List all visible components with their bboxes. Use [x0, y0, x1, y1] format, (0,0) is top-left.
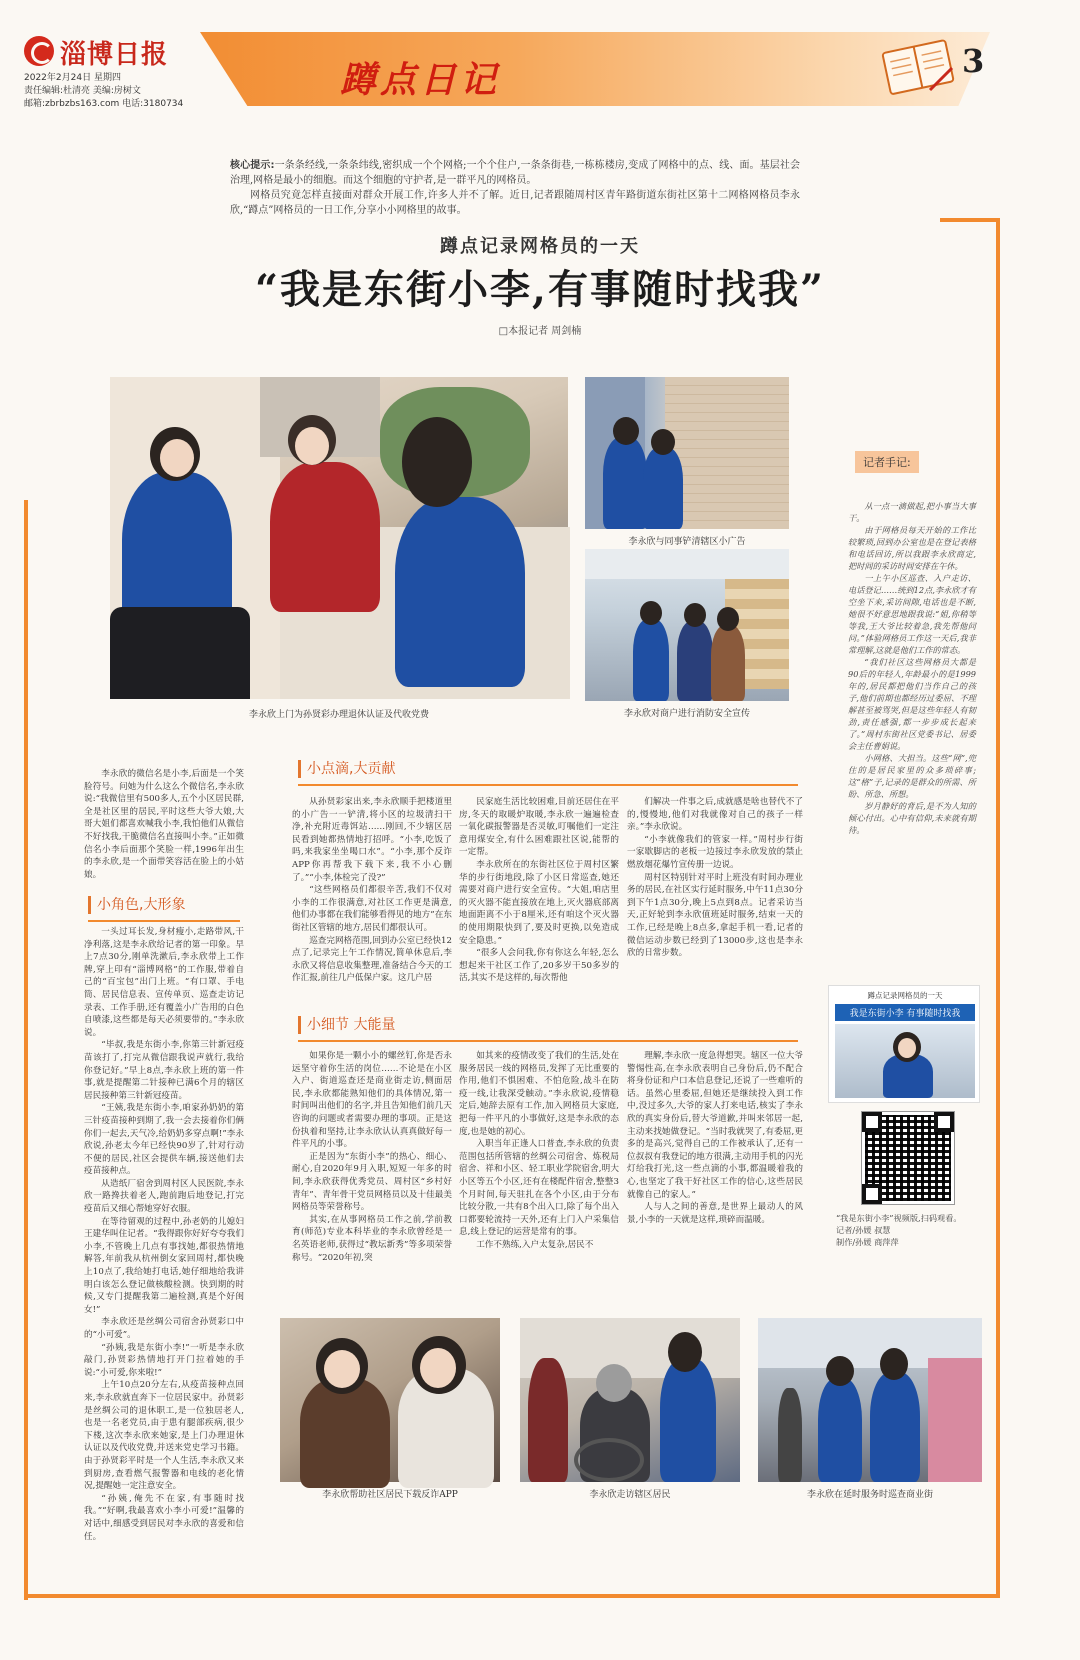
section-underline — [298, 1040, 798, 1042]
photo-caption: 李永欣走访辖区居民 — [589, 1490, 671, 1500]
video-title: 我是东街小李 有事随时找我 — [835, 1004, 975, 1021]
photo-caption: 李永欣上门为孙贤彩办理退休认证及代收党费 — [248, 710, 429, 720]
paragraph: “很多人会问我,你有你这么年轻,怎么想起来干社区工作了,20多岁干50多岁的活,其实不是这样的,每次帮他 — [459, 948, 619, 984]
masthead-meta — [24, 72, 183, 111]
qr-finder-icon — [862, 1184, 882, 1204]
paragraph: 由于网格员每天开始的工作比较繁琐,回到办公室也是在登记表格和电话回访,所以我跟李永欣商定,把时间的采访时间安排在午休。 — [848, 525, 976, 571]
reporter-notes-tag: 记者手记: — [855, 451, 919, 473]
frame-line — [940, 218, 1000, 222]
photo-caption: 李永欣帮助社区居民下载反诈APP — [322, 1490, 458, 1500]
frame-line — [24, 500, 28, 1600]
article-column-7 — [627, 1050, 803, 1308]
video-thumbnail[interactable] — [828, 985, 980, 1103]
section-underline — [88, 920, 240, 922]
photo-caption: 李永欣与同事铲清辖区小广告 — [628, 537, 746, 547]
paragraph: 如果你是一颗小小的螺丝钉,你是否永远坚守着你生活的岗位……不论是在小区入户、街道巡查还是商业街走访,侧面居民,李永欣都能熟知他们的具体情况,第一时间叫出他们的名字,并且告知他们前几天咨询的问题或者需要办理的事项。正是这份执着和坚持,让李永欣认认真真做好每一件平凡的小事。 — [292, 1051, 452, 1150]
paragraph: “这些网格员们都很辛苦,我们不仅对小李的工作很满意,对社区工作更是满意,他们办事都在我们能够看得见的地方”在东街社区管辖的地方,居民们都很认可。 — [292, 885, 452, 933]
article-column-4 — [627, 796, 803, 986]
photo-wall-cleaning — [585, 377, 789, 529]
section-title: 蹲点日记 — [340, 60, 501, 101]
paragraph: 一上午小区巡查、入户走访、电话登记……统到12点,李永欣才有空坐下来,采访间隙,电话也是不断,她很不好意思地跟我说:“姐,你稍等等我,王大爷比较着急,我先帮他问问。”体验网格员工作这一天后,我非常理解,这就是他们工作的常态。 — [848, 573, 976, 655]
contact: 邮箱:zbrbzbs163.com 电话:3180734 — [24, 99, 184, 109]
paragraph: 上午10点20分左右,从疫苗接种点回来,李永欣就直奔下一位居民家中。孙贤彩是丝绸公司的退休职工,是一位独居老人,也是一名老党员,由于患有腿部疾病,很少下楼,这次李永欣来她家,是上门办理退休认证以及代收党费,并送来党史学习书籍。由于孙贤彩平时是一个人生活,李永欣又来到厨房,查看燃气报警器和电线的老化情况,提醒她一定注意安全。 — [84, 1380, 244, 1492]
paragraph: “王姨,我是东街小李,咱家孙奶奶的第三针疫苗接种到期了,我一会去接着你们俩你们一起去,天气冷,给奶奶多穿点啊!”李永欣说,孙老太今年已经快90岁了,针对行动不便的居民,社区会提供车辆,接送他们去疫苗接种点。 — [84, 1103, 244, 1177]
paragraph: “孙姨,我是东街小李!”一听是李永欣敲门,孙贤彩热情地打开门拉着她的手说:“小可爱,你来啦!” — [84, 1342, 244, 1378]
section-heading-3: 小细节 大能量 — [298, 1016, 395, 1034]
photo-antifraud-app — [280, 1318, 500, 1482]
reporter-notes — [848, 500, 976, 836]
photo-street-patrol — [758, 1318, 982, 1482]
paragraph: 岁月静好的背后,是不为人知的倾心付出。心中有信仰,未来就有期待。 — [848, 801, 976, 835]
logo-emblem-icon — [24, 36, 54, 66]
video-credit: 记者/孙媛 叔慧 — [836, 1225, 891, 1235]
core-note — [230, 158, 800, 218]
article-column-5 — [292, 1050, 452, 1308]
core-note-label: 核心提示: — [230, 160, 275, 171]
paragraph: 从造纸厂宿舍到周村区人民医院,李永欣一路搀扶着老人,跑前跑后地登记,打完疫苗后又细心帮她穿好衣服。 — [84, 1178, 244, 1215]
paragraph: 从孙贤彩家出来,李永欣顺手把楼道里的小广告一一铲清,将小区的垃圾清扫干净,补充附近毒饵站……刚回,不少辖区居民看到她都热情地打招呼。“小李,吃饭了吗,来我家坐坐喝口水”。“小李,那个反诈APP你再帮我下载下来,我不小心删了。”“小李,体检完了没?” — [292, 797, 452, 883]
paragraph: 其实,在从事网格员工作之前,学前教育(师范)专业本科毕业的李永欣曾经是一名英语老师,获得过“教坛新秀”等多项荣誉称号。“2020年初,突 — [292, 1214, 452, 1263]
paragraph: 工作不熟练,入户太复杂,居民不 — [476, 1239, 594, 1250]
paragraph: 从一点一滴做起,把小事当大事干。 — [848, 501, 976, 523]
paragraph: “毕叔,我是东街小李,你第三针新冠疫苗该打了,打完从微信跟我说声就行,我给你登记好。”早上8点,李永欣上班的第一件事,就是提醒第二针接种已满6个月的辖区居民接种第三针新冠疫苗。 — [84, 1040, 244, 1101]
photo-caption: 李永欣在延时服务时巡查商业街 — [806, 1490, 933, 1500]
frame-line — [996, 218, 1000, 1598]
photo-shop-safety — [585, 549, 789, 701]
video-still — [835, 1024, 975, 1098]
qr-caption — [836, 1212, 986, 1248]
photo-caption: 李永欣对商户进行消防安全宣传 — [623, 709, 750, 719]
qr-finder-icon — [934, 1112, 954, 1132]
paragraph: 一头过耳长发,身材瘦小,走路带风,干净利落,这是李永欣给记者的第一印象。早上7点30分,刚单洗漱后,李永欣带上工作牌,穿上印有“淄博网格”的工作服,带着自己的“百宝包”出门上班。“有口罩、手电筒、居民信息表、宣传单页、巡查走访记录表、工作手册,还有覆盖小广告用的白色自喷漆,这些都是每天必须要带的。”李永欣说。 — [84, 927, 244, 1038]
paragraph: 小网格、大担当。这些“网”,兜住的是居民家里的众多琐碎事;这“格”子,记录的是群众的所需、所盼、所急、所想。 — [848, 753, 976, 799]
core-note-text: 一条条经线,一条条纬线,密织成一个个网格;一个个住户,一条条街巷,一栋栋楼房,变成了网格中的点、线、面。基层社会治理,网格是最小的细胞。而这个细胞的守护者,是一群平凡的网格员。 — [230, 160, 801, 186]
article-headline: “我是东街小李,有事随时找我” — [255, 266, 825, 313]
editors: 责任编辑:杜清亮 美编:房树文 — [24, 86, 141, 96]
photo-visit-residents — [520, 1318, 740, 1482]
page-number: 3 — [962, 42, 985, 80]
article-column-3 — [459, 796, 619, 986]
paragraph: “我们社区这些网格员大都是90后的年轻人,年龄最小的是1999年的,居民都把他们当作自己的孩子,他们前期也都经历过委屈、不理解甚至被骂哭,但是这些年轻人有韧劲,责任感强,都一步步成长起来了。”周村东街社区党委书记、居委会主任曹娟说。 — [848, 657, 976, 751]
video-credit: 制作/孙媛 商萍萍 — [836, 1237, 899, 1247]
paragraph: 民家庭生活比较困难,目前还居住在平房,冬天的取暖炉取暖,李永欣一遍遍检查一氧化碳报警器是否灵敏,叮嘱他们一定注意用煤安全,有什么困难跟社区说,能帮的一定帮。 — [459, 797, 619, 858]
paragraph: “孙姨,俺先不在家,有事随时找我。”“好啊,我最喜欢小李小可爱!”温馨的对话中,细感受到居民对李永欣的喜爱和信任。 — [84, 1493, 244, 1542]
newspaper-logo — [24, 34, 174, 68]
issue-date: 2022年2月24日 星期四 — [24, 73, 121, 83]
paragraph: 在等待留观的过程中,孙老奶的儿媳妇王建华叫住记者。“我得跟你好好夸夸我们小李,不管晚上几点有事找她,都很热情地解答,年前我从杭州倒女家回周村,都快晚上10点了,我给她打电话,她仔细地给我讲明白该怎么登记做核酸检测。快到期的时候,又专门提醒我第二遍检测,真是个好闺女!” — [84, 1216, 244, 1315]
article-column-1 — [84, 926, 244, 1542]
paragraph: 巡查完网格范围,回到办公室已经快12点了,记录完上午工作情况,简单休息后,李永欣又将信息收集整理,准备结合今天的工作汇报,前往几户低保户家。这几户居 — [292, 935, 452, 984]
video-kicker: 蹲点记录网格员的一天 — [867, 991, 943, 1000]
qr-caption-text: “我是东街小李”视频版,扫码观看。 — [836, 1213, 962, 1223]
paragraph: “小李就像我们的管家一样。”周村步行街一家歇脚店的老板一边接过李永欣发放的禁止燃放烟花爆竹宣传册一边说。 — [627, 834, 803, 870]
article-column-1-intro — [84, 768, 244, 880]
article-byline: □本报记者 周剑楠 — [498, 326, 582, 337]
open-book-icon — [880, 38, 958, 96]
paragraph: 正是因为“东街小李”的热心、细心、耐心,自2020年9月入职,短短一年多的时间,李永欣获得优秀党员、周村区“乡村好青年”、青年骨干党员网格员以及十佳最美网格员等荣誉称号。 — [292, 1151, 452, 1213]
article-kicker: 蹲点记录网格员的一天 — [440, 236, 640, 257]
frame-line — [24, 1594, 1000, 1598]
paragraph: 李永欣所在的东街社区位于周村区繁华的步行街地段,除了小区日常巡查,她还需要对商户进行安全宣传。“大姐,咱店里的灭火器不能直接放在地上,灭火器底部离地面距离不小于8厘米,还有咱这个灭火器的使用期限快到了,要及时更换,以免造成安全隐患。” — [459, 859, 619, 946]
section-heading-1: 小角色,大形象 — [88, 896, 185, 914]
article-column-6 — [459, 1050, 619, 1308]
paragraph: 李永欣还是丝绸公司宿舍孙贤彩口中的“小可爱”。 — [84, 1317, 244, 1340]
core-note-text: 网格员究竟怎样直接面对群众开展工作,许多人并不了解。近日,记者跟随周村区青年路街道东街社区第十二网格网格员李永欣,“蹲点”网格员的一日工作,分享小小网格里的故事。 — [230, 190, 800, 216]
section-underline — [298, 784, 798, 786]
section-banner — [200, 32, 990, 106]
paragraph: 李永欣的微信名是小李,后面是一个笑脸符号。问她为什么这么个微信名,李永欣说:“我微信里有500多人,五个小区居民群,全是社区里的居民,平时这些大爷大娘,大哥大姐们都喜欢喊我小李,我怕他们从微信不好找我,干脆微信名直接叫小李。”正如微信名小李后面那个笑脸一样,1996年出生的李永欣,是一个面带笑容活在脸上的小姑娘。 — [84, 769, 244, 880]
article-column-2 — [292, 796, 452, 986]
paragraph: 人与人之间的善意,是世界上最动人的风景,小李的一天就是这样,琐碎而温暖。 — [627, 1202, 803, 1225]
paragraph: 们解决一件事之后,成就感是啥也替代不了的,慢慢地,他们对我就像对自己的孩子一样亲。”李永欣说。 — [627, 797, 803, 833]
paragraph: 如其来的疫情改变了我们的生活,处在服务居民一线的网格员,发挥了无比重要的作用,他们不惧困难、不怕危险,战斗在防疫一线,让我深受触动。”李永欣说,疫情稳定后,她辞去原有工作,加入网格员大家庭,把每一件平凡的小事做好,这是李永欣的态度,也是她的初心。 — [459, 1051, 619, 1137]
paragraph: 入职当年正逢人口普查,李永欣的负责范围包括所管辖的丝绸公司宿舍、炼税局宿舍、祥和小区、轻工职业学院宿舍,明大小区等五个小区,还有在楼配件宿舍,整整3个月时间,每天驻扎在各个小区,由于分布比较分散,一共有8个出入口,除了每个出入口都要轮流持一天外,还有上门入户采集信息,线上登记的运营是常有的事。 — [459, 1139, 619, 1238]
paragraph: 理解,李永欣一度急得想哭。辖区一位大爷警惕性高,在李永欣表明自己身份后,仍不配合将身份证和户口本信息登记,还说了一些难听的话。虽然心里委屈,但她还是继续投入到工作中,没过多久,大爷的家人打来电话,核实了李永欣的真实身份后,替大爷道歉,并叫来邻居一起,主动来找她做登记。“当时我就哭了,有委屈,更多的是高兴,觉得自己的工作被承认了,还有一位叔叔有我登记的地方很满,主动用手机的闪光灯给我打光,这一些点滴的小事,都温暖着我的心,也坚定了我干好社区工作的信心,这些居民就像自己的家人。” — [627, 1051, 803, 1200]
qr-finder-icon — [862, 1112, 882, 1132]
section-heading-2: 小点滴,大贡献 — [298, 760, 395, 778]
logo-text: 淄博日报 — [60, 40, 169, 70]
photo-main — [110, 377, 568, 699]
paragraph: 周村区特别针对平时上班没有时间办理业务的居民,在社区实行延时服务,中午11点30分到下午1点30分,晚上5点到8点。记者采访当天,正好轮到李永欣值班延时服务,结束一天的工作,已经是晚上8点多,拿起手机一看,记者的微信运动步数已经到了13000步,这也是李永欣的日常步数。 — [627, 872, 803, 959]
